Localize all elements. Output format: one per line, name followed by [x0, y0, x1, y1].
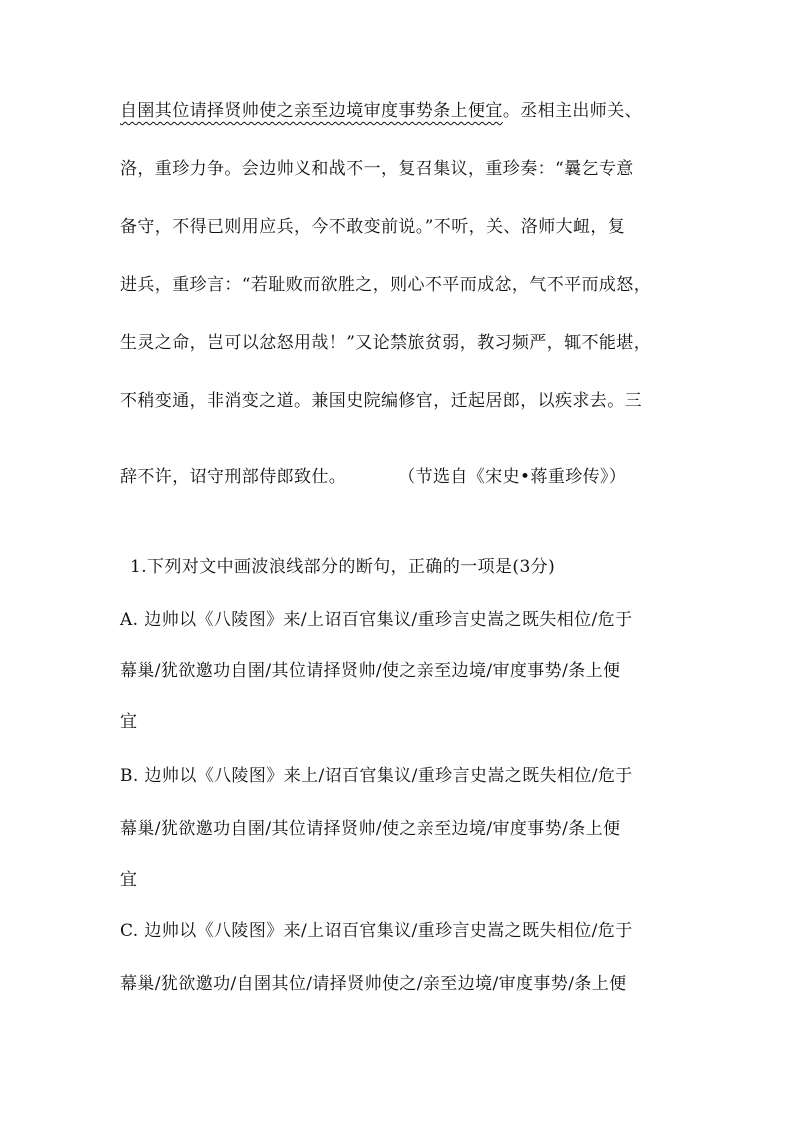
option-a-line-2: 幕巢/犹欲邀功自圉/其位请择贤帅/使之亲至边境/审度事势/条上便: [120, 661, 621, 681]
passage-line-4: 进兵，重珍言：“若耻败而欲胜之，则心不平而成忿，气不平而成怒，: [120, 275, 652, 295]
option-a-line-1: [120, 608, 700, 632]
option-a-letter: A.: [120, 610, 139, 630]
option-b-letter: B.: [120, 766, 139, 786]
option-c-line-1: [120, 919, 700, 943]
option-b-line-2: 幕巢/犹欲邀功自圉/其位请择贤帅/使之亲至边境/审度事势/条上便: [120, 819, 621, 839]
passage-line-2: 洛，重珍力争。会边帅义和战不一，复召集议，重珍奏：“曩乞专意: [120, 159, 634, 179]
passage-line-5: 生灵之命，岂可以忿怒用哉！”又论禁旅贫弱，教习频严，辄不能堪，: [120, 333, 652, 353]
passage-line-3: 备守，不得已则用应兵，今不敢变前说。”不听，关、洛师大衄，复: [120, 217, 626, 237]
passage-line-7: [120, 465, 700, 489]
option-a-text-1: 边帅以《八陵图》来/上诏百官集议/重珍言史嵩之既失相位/危于: [144, 610, 633, 630]
option-b-line-3: 宜: [120, 870, 138, 890]
passage-line-1-rest: 。丞相主出师关、: [502, 101, 643, 121]
option-a-line-3: 宜: [120, 712, 138, 732]
option-c-line-2: 幕巢/犹欲邀功/自圉其位/请择贤帅使之/亲至边境/审度事势/条上便: [120, 974, 627, 994]
wavy-underlined-text: 自圉其位请择贤帅使之亲至边境审度事势条上便宜: [120, 101, 503, 121]
question-title: 1.下列对文中画波浪线部分的断句，正确的一项是(3分): [130, 557, 556, 577]
option-b-line-1: [120, 764, 700, 788]
option-c-text-1: 边帅以《八陵图》来/上诏百官集议/重珍言史嵩之既失相位/危于: [144, 921, 633, 941]
passage-line-7-text: 辞不许，诏守刑部侍郎致仕。: [120, 467, 347, 487]
passage-source: （节选自《宋史•蒋重珍传》）: [398, 467, 627, 487]
passage-line-1: [120, 99, 700, 123]
option-c-letter: C.: [120, 921, 139, 941]
option-b-text-1: 边帅以《八陵图》来上/诏百官集议/重珍言史嵩之既失相位/危于: [144, 766, 633, 786]
passage-line-6: 不稍变通，非消变之道。兼国史院编修官，迁起居郎，以疾求去。三: [120, 391, 642, 411]
